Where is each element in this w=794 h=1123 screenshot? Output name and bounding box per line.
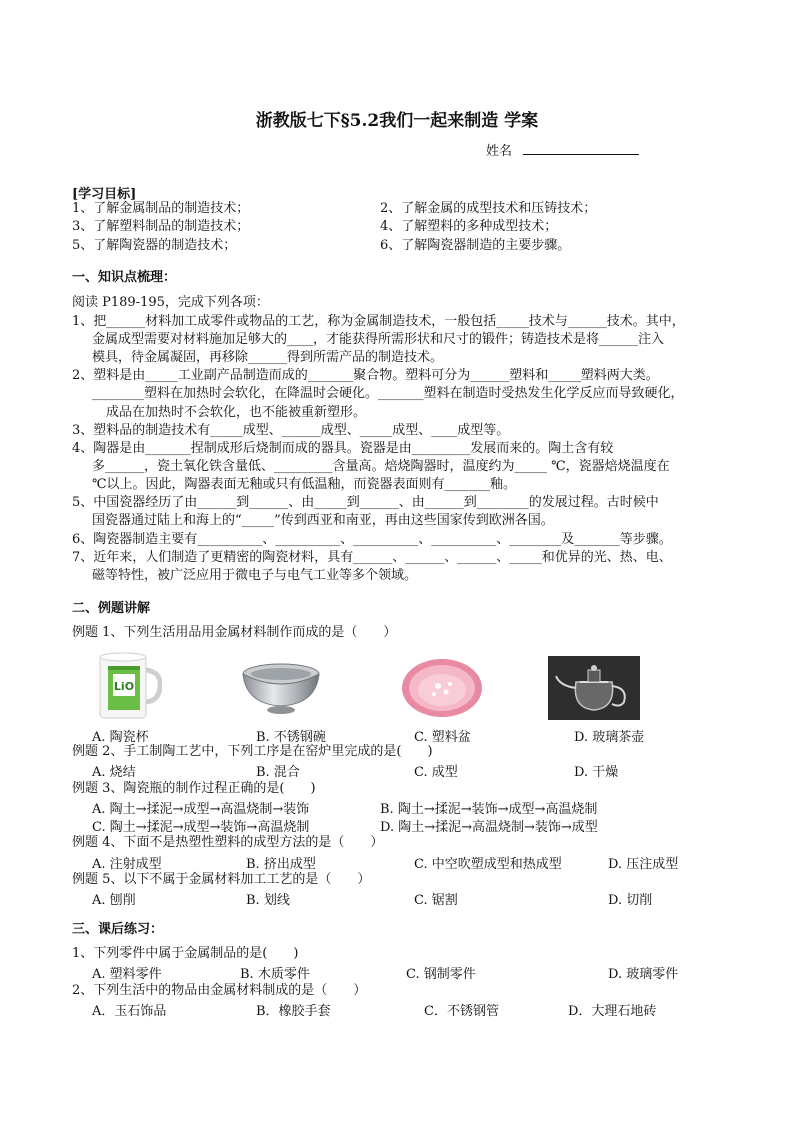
example4-option-b: B. 挤出成型 xyxy=(246,857,316,872)
mug-logo-text: LiO xyxy=(113,680,135,693)
knowledge-line: 磁等特性，被广泛应用于微电子与电气工业等多个领域。 xyxy=(92,568,418,583)
example2-option-b: B. 混合 xyxy=(256,765,300,780)
knowledge-line: ________塑料在加热时会软化，在降温时会硬化。_______塑料在制造时受热发生化学反应而导致硬化， xyxy=(92,386,684,401)
knowledge-line: 4、陶器是由_______捏制成形后烧制而成的器具。瓷器是由_________发展而来的。陶土含有较 xyxy=(72,441,614,456)
example2-option-a: A. 烧结 xyxy=(92,765,136,780)
knowledge-line: 国瓷器通过陆上和海上的“_____”传到西亚和南亚，再由这些国家传到欧洲各国。 xyxy=(92,513,554,528)
knowledge-line: 6、陶瓷器制造主要有__________、__________、__________、__________、________及_______等步骤。 xyxy=(72,532,672,547)
knowledge-line: 成品在加热时不会软化，也不能被重新塑形。 xyxy=(106,405,367,420)
example3-option-a: A. 陶土→揉泥→成型→高温烧制→装饰 xyxy=(92,802,310,817)
knowledge-line: 金属成型需要对材料施加足够大的____，才能获得所需形状和尺寸的锻件；铸造技术是将______注入 xyxy=(92,332,665,347)
example2-stem: 例题 2、手工制陶工艺中，下列工序是在窑炉里完成的是( ) xyxy=(72,744,433,759)
example1-option-c: C. 塑料盆 xyxy=(414,730,471,745)
exercise2-option-b: B．橡胶手套 xyxy=(256,1004,331,1019)
knowledge-line: 3、塑料品的制造技术有_____成型、______成型、_____成型、____成型等。 xyxy=(72,423,510,438)
example4-option-a: A. 注射成型 xyxy=(92,857,162,872)
knowledge-line: 7、近年来，人们制造了更精密的陶瓷材料，具有______、______、______、_____和优异的光、热、电、 xyxy=(72,550,672,565)
goals-header: [学习目标] xyxy=(72,187,137,202)
exercise2-option-c: C．不锈钢管 xyxy=(424,1004,499,1019)
name-label: 姓名 xyxy=(486,144,513,159)
knowledge-line: 1、把______材料加工成零件或物品的工艺，称为金属制造技术，一般包括_____技术与______技术。其中， xyxy=(72,314,685,329)
example3-stem: 例题 3、陶瓷瓶的制作过程正确的是( ) xyxy=(72,781,316,796)
example1-option-d: D. 玻璃茶壶 xyxy=(574,730,645,745)
exercise1-option-a: A. 塑料零件 xyxy=(92,967,162,982)
example5-option-b: B. 划线 xyxy=(246,893,290,908)
exercise1-stem: 1、下列零件中属于金属制品的是( ) xyxy=(72,946,299,961)
example5-option-a: A. 刨削 xyxy=(92,893,136,908)
example3-option-c: C. 陶土→揉泥→成型→装饰→高温烧制 xyxy=(92,820,310,835)
glass-teapot-image xyxy=(548,656,640,720)
goal-item: 2、了解金属的成型技术和压铸技术； xyxy=(380,201,597,216)
example1-option-b: B. 不锈钢碗 xyxy=(256,730,326,745)
example5-option-c: C. 锯割 xyxy=(414,893,458,908)
example4-stem: 例题 4、下面不是热塑性塑料的成型方法的是（ ） xyxy=(72,835,384,850)
example4-option-d: D. 压注成型 xyxy=(608,857,679,872)
section3-header: 三、课后练习： xyxy=(72,922,164,937)
exercise1-option-c: C. 钢制零件 xyxy=(406,967,476,982)
knowledge-line: 2、塑料是由_____工业副产品制造而成的_______聚合物。塑料可分为______塑料和_____塑料两大类。 xyxy=(72,368,659,383)
knowledge-line: ℃以上。因此，陶器表面无釉或只有低温釉，而瓷器表面则有_______釉。 xyxy=(92,477,517,492)
ceramic-mug-image xyxy=(96,650,162,722)
page-title: 浙教版七下§5.2我们一起来制造 学案 xyxy=(255,111,539,131)
plastic-basin-image xyxy=(400,656,484,720)
goal-item: 6、了解陶瓷器制造的主要步骤。 xyxy=(380,238,571,253)
exercise1-option-d: D. 玻璃零件 xyxy=(608,967,679,982)
steel-bowl-image xyxy=(240,660,322,716)
knowledge-line: 5、中国瓷器经历了由______到______、由_____到______、由______到________的发展过程。古时候中 xyxy=(72,495,659,510)
example1-option-a: A. 陶瓷杯 xyxy=(92,730,149,745)
section1-intro: 阅读 P189-195，完成下列各项： xyxy=(72,295,269,310)
goal-item: 1、了解金属制品的制造技术； xyxy=(72,201,250,216)
example5-stem: 例题 5、以下不属于金属材料加工工艺的是（ ） xyxy=(72,872,371,887)
example2-option-c: C. 成型 xyxy=(414,765,458,780)
knowledge-line: 多______，瓷土氧化铁含量低、_________含量高。焙烧陶器时，温度约为_____ ℃，瓷器焙烧温度在 xyxy=(92,459,670,474)
knowledge-line: 模具，待金属凝固，再移除______得到所需产品的制造技术。 xyxy=(92,350,444,365)
exercise2-stem: 2、下列生活中的物品由金属材料制成的是（ ） xyxy=(72,983,367,998)
example3-option-b: B. 陶土→揉泥→装饰→成型→高温烧制 xyxy=(380,802,598,817)
example3-option-d: D. 陶土→揉泥→高温烧制→装饰→成型 xyxy=(380,820,598,835)
goal-item: 4、了解塑料的多种成型技术； xyxy=(380,219,558,234)
example1-stem: 例题 1、下列生活用品用金属材料制作而成的是（ ） xyxy=(72,625,397,640)
example5-option-d: D. 切削 xyxy=(608,893,653,908)
exercise2-option-a: A．玉石饰品 xyxy=(92,1004,167,1019)
exercise1-option-b: B. 木质零件 xyxy=(240,967,310,982)
example2-option-d: D. 干燥 xyxy=(574,765,619,780)
exercise2-option-d: D．大理石地砖 xyxy=(568,1004,657,1019)
name-blank-line xyxy=(523,154,639,155)
section1-header: 一、知识点梳理： xyxy=(72,270,177,285)
goal-item: 5、了解陶瓷器的制造技术； xyxy=(72,238,237,253)
example4-option-c: C. 中空吹塑成型和热成型 xyxy=(414,857,562,872)
goal-item: 3、了解塑料制品的制造技术； xyxy=(72,219,250,234)
section2-header: 二、例题讲解 xyxy=(72,601,151,616)
